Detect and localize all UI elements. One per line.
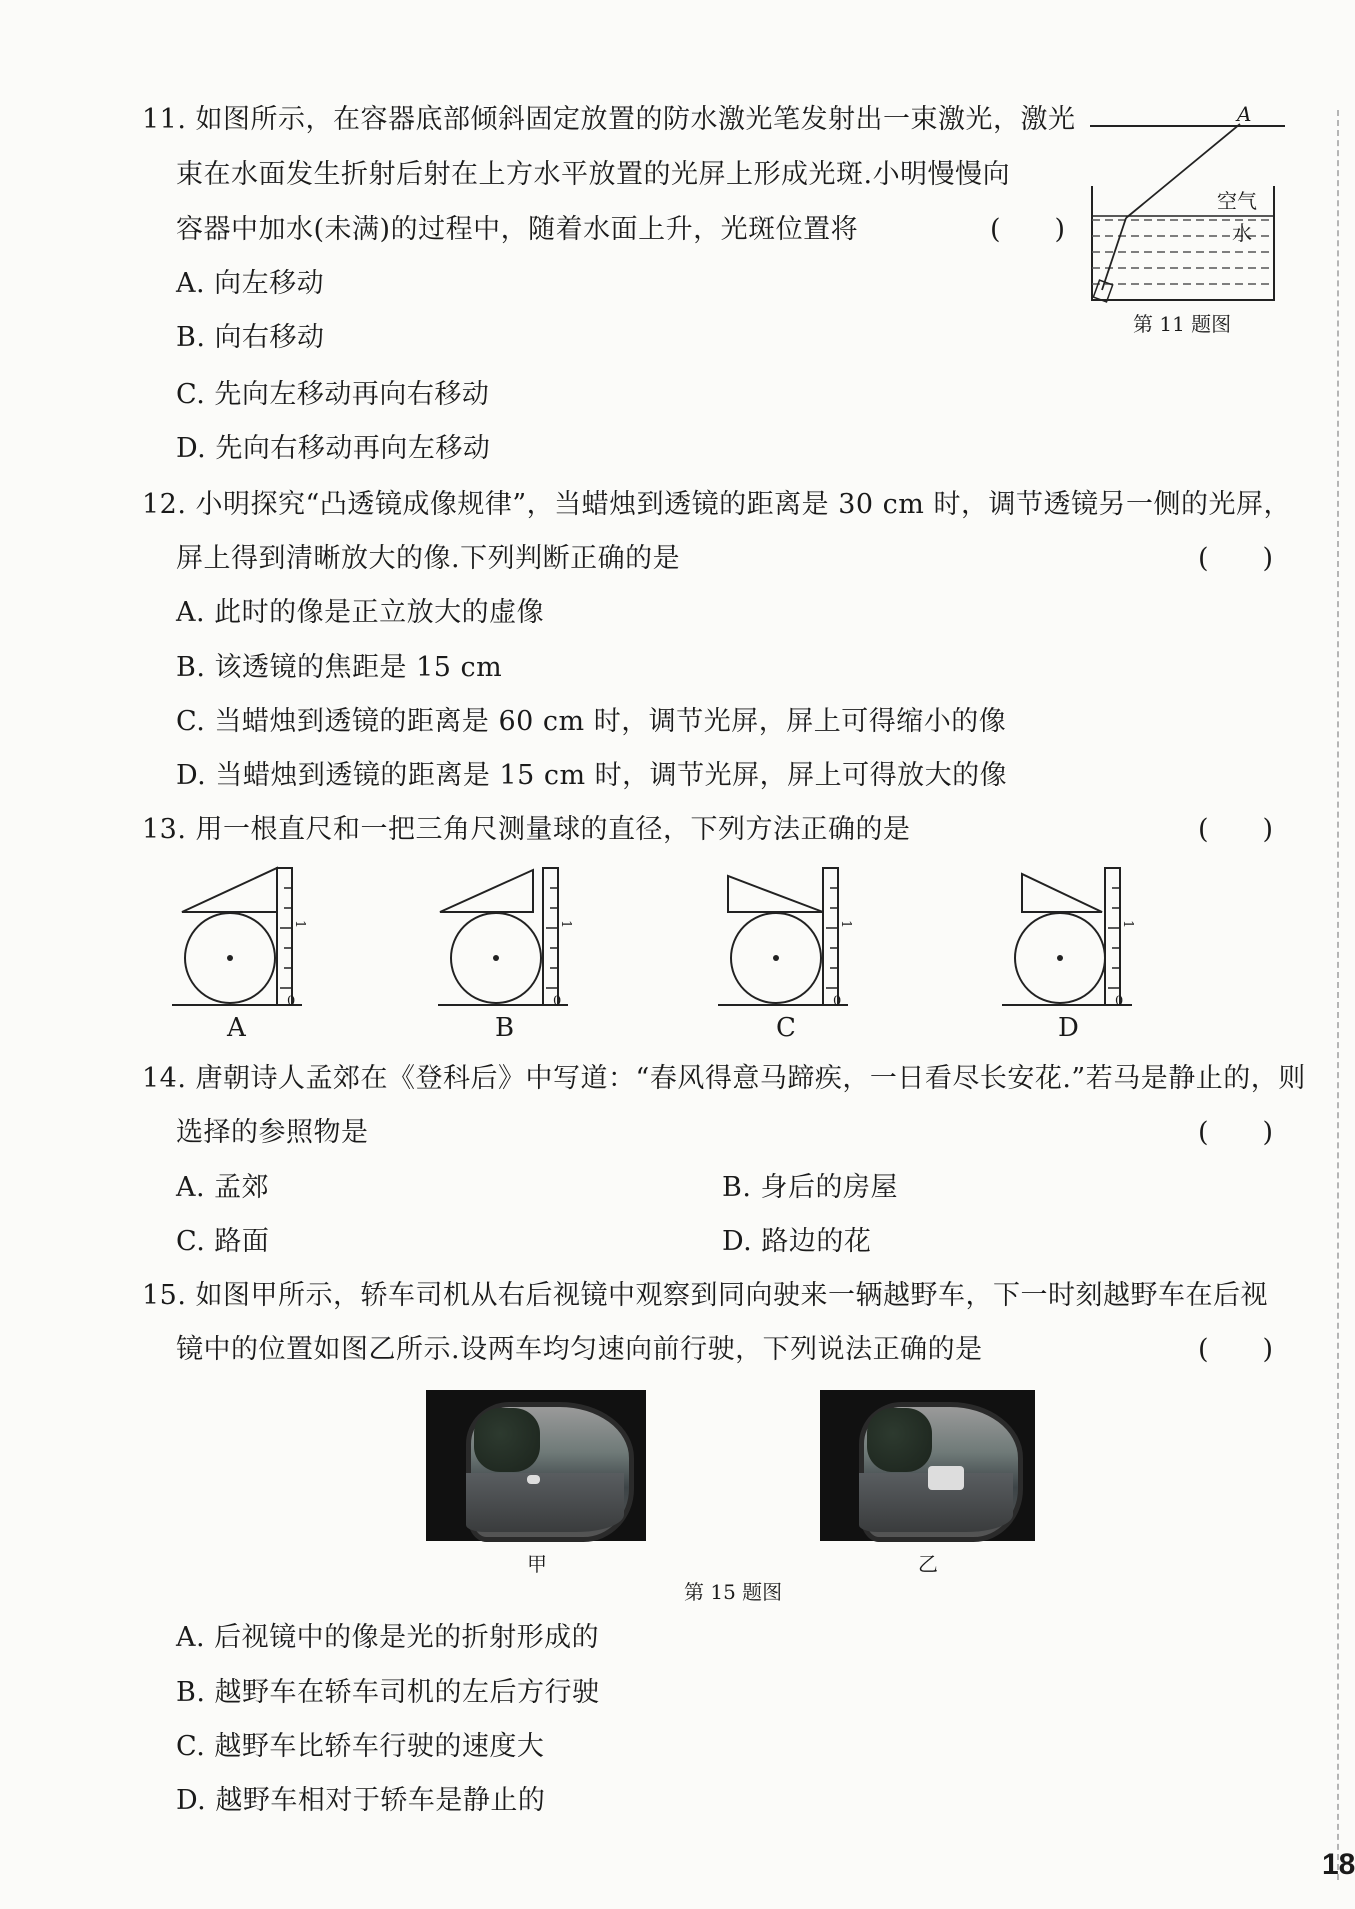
q15-answer-blank[interactable]: ( ) — [1198, 1334, 1274, 1365]
q15-option-b: B. 越野车在轿车司机的左后方行驶 — [176, 1677, 600, 1708]
q11-line-1: 11. 如图所示，在容器底部倾斜固定放置的防水激光笔发射出一束激光，激光 — [142, 104, 1076, 135]
q11-line-3: 容器中加水(未满)的过程中，随着水面上升，光斑位置将 — [176, 214, 859, 245]
q11-point-label: A — [1237, 102, 1252, 126]
q14-option-c: C. 路面 — [176, 1226, 270, 1257]
road-shape — [466, 1473, 624, 1532]
q13-answer-blank[interactable]: ( ) — [1198, 814, 1274, 845]
page-number: 18 — [1322, 1848, 1355, 1881]
q12-line-2: 屏上得到清晰放大的像.下列判断正确的是 — [176, 543, 681, 574]
q13-label-d: D — [1058, 1013, 1079, 1043]
q15-line-2: 镜中的位置如图乙所示.设两车均匀速向前行驶，下列说法正确的是 — [176, 1334, 983, 1365]
tree-shape — [474, 1408, 540, 1471]
q13-c-mark-1: 1 — [838, 920, 853, 929]
q14-option-d: D. 路边的花 — [722, 1226, 872, 1257]
margin-dashed-rule — [1337, 110, 1339, 1880]
q11-option-b: B. 向右移动 — [176, 322, 325, 353]
q13-b-mark-0: 0 — [553, 994, 562, 1009]
q12-option-c: C. 当蜡烛到透镜的距离是 60 cm 时，调节光屏，屏上可得缩小的像 — [176, 706, 1007, 737]
q11-option-a: A. 向左移动 — [176, 268, 325, 299]
q13-c-mark-0: 0 — [833, 994, 842, 1009]
q15-label-jia: 甲 — [527, 1552, 547, 1576]
q15-figure-caption: 第 15 题图 — [684, 1580, 783, 1604]
q15-photo-yi — [820, 1390, 1035, 1541]
q14-line-1: 14. 唐朝诗人孟郊在《登科后》中写道：“春风得意马蹄疾，一日看尽长安花.”若马是静止的，则 — [142, 1063, 1306, 1094]
q15-option-a: A. 后视镜中的像是光的折射形成的 — [176, 1622, 600, 1653]
q11-line-2: 束在水面发生折射后射在上方水平放置的光屏上形成光斑.小明慢慢向 — [176, 159, 1011, 190]
suv-large — [928, 1466, 965, 1490]
q11-water-label: 水 — [1232, 221, 1252, 245]
q13-a-mark-1: 1 — [292, 920, 307, 929]
q12-answer-blank[interactable]: ( ) — [1198, 543, 1274, 574]
q11-air-label: 空气 — [1217, 189, 1257, 213]
q12-option-d: D. 当蜡烛到透镜的距离是 15 cm 时，调节光屏，屏上可得放大的像 — [176, 760, 1008, 791]
q15-line-1: 15. 如图甲所示，轿车司机从右后视镜中观察到同向驶来一辆越野车，下一时刻越野车在后视 — [142, 1280, 1269, 1311]
q14-line-2: 选择的参照物是 — [176, 1117, 369, 1148]
q13-d-mark-1: 1 — [1120, 920, 1135, 929]
q11-option-c: C. 先向左移动再向右移动 — [176, 379, 490, 410]
q14-option-a: A. 孟郊 — [176, 1172, 270, 1203]
q13-b-mark-1: 1 — [558, 920, 573, 929]
q15-option-c: C. 越野车比轿车行驶的速度大 — [176, 1731, 545, 1762]
q13-label-b: B — [495, 1013, 515, 1043]
q15-option-d: D. 越野车相对于轿车是静止的 — [176, 1785, 546, 1816]
q11-option-d: D. 先向右移动再向左移动 — [176, 433, 491, 464]
q13-line-1: 13. 用一根直尺和一把三角尺测量球的直径，下列方法正确的是 — [142, 814, 911, 845]
q13-label-a: A — [227, 1013, 246, 1043]
q14-answer-blank[interactable]: ( ) — [1198, 1117, 1274, 1148]
q14-option-b: B. 身后的房屋 — [722, 1172, 899, 1203]
q12-option-a: A. 此时的像是正立放大的虚像 — [176, 597, 545, 628]
q13-label-c: C — [776, 1013, 796, 1043]
suv-small — [527, 1475, 540, 1484]
q11-answer-blank[interactable]: ( ) — [990, 214, 1066, 245]
tree-shape — [867, 1408, 932, 1471]
q15-photo-jia — [426, 1390, 646, 1541]
q12-option-b: B. 该透镜的焦距是 15 cm — [176, 652, 503, 683]
q15-label-yi: 乙 — [918, 1552, 938, 1576]
q13-d-mark-0: 0 — [1115, 994, 1124, 1009]
q11-figure — [1090, 100, 1290, 300]
q12-line-1: 12. 小明探究“凸透镜成像规律”，当蜡烛到透镜的距离是 30 cm 时，调节透镜另一侧的光屏， — [142, 489, 1291, 520]
q13-a-mark-0: 0 — [287, 994, 296, 1009]
q11-figure-caption: 第 11 题图 — [1133, 312, 1232, 336]
